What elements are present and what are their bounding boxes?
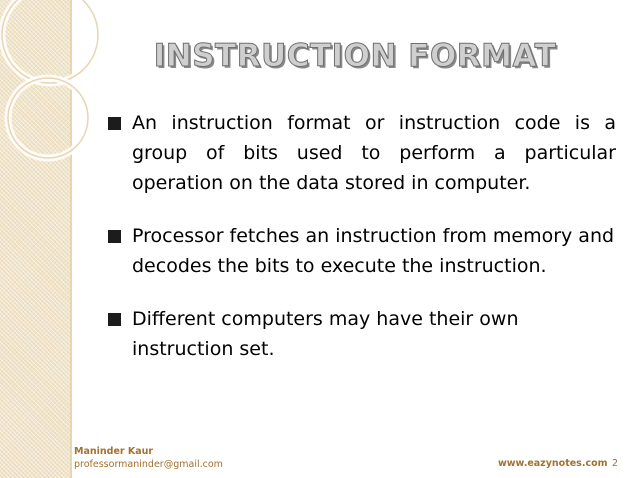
bullet-item (104, 108, 616, 198)
square-bullet-icon (108, 117, 121, 130)
slide-title: INSTRUCTION FORMAT (153, 38, 557, 74)
page-number: 2 (612, 458, 619, 469)
bullet-text: Processor fetches an instruction from memory and decodes the bits to execute the instruction. (132, 225, 615, 277)
bullet-text: An instruction format or instruction code is a group of bits used to perform a particular operation on the data stored in computer. (132, 112, 616, 194)
footer-email: professormaninder@gmail.com (74, 459, 223, 470)
bullet-text: Different computers may have their own instruction set. (132, 308, 519, 360)
bullet-list (104, 108, 616, 364)
footer-author: Maninder Kaur (74, 446, 154, 457)
bullet-item (104, 304, 616, 364)
square-bullet-icon (108, 313, 121, 326)
square-bullet-icon (108, 230, 121, 243)
bullet-item (104, 221, 616, 281)
footer-website: www.eazynotes.com (498, 458, 608, 469)
